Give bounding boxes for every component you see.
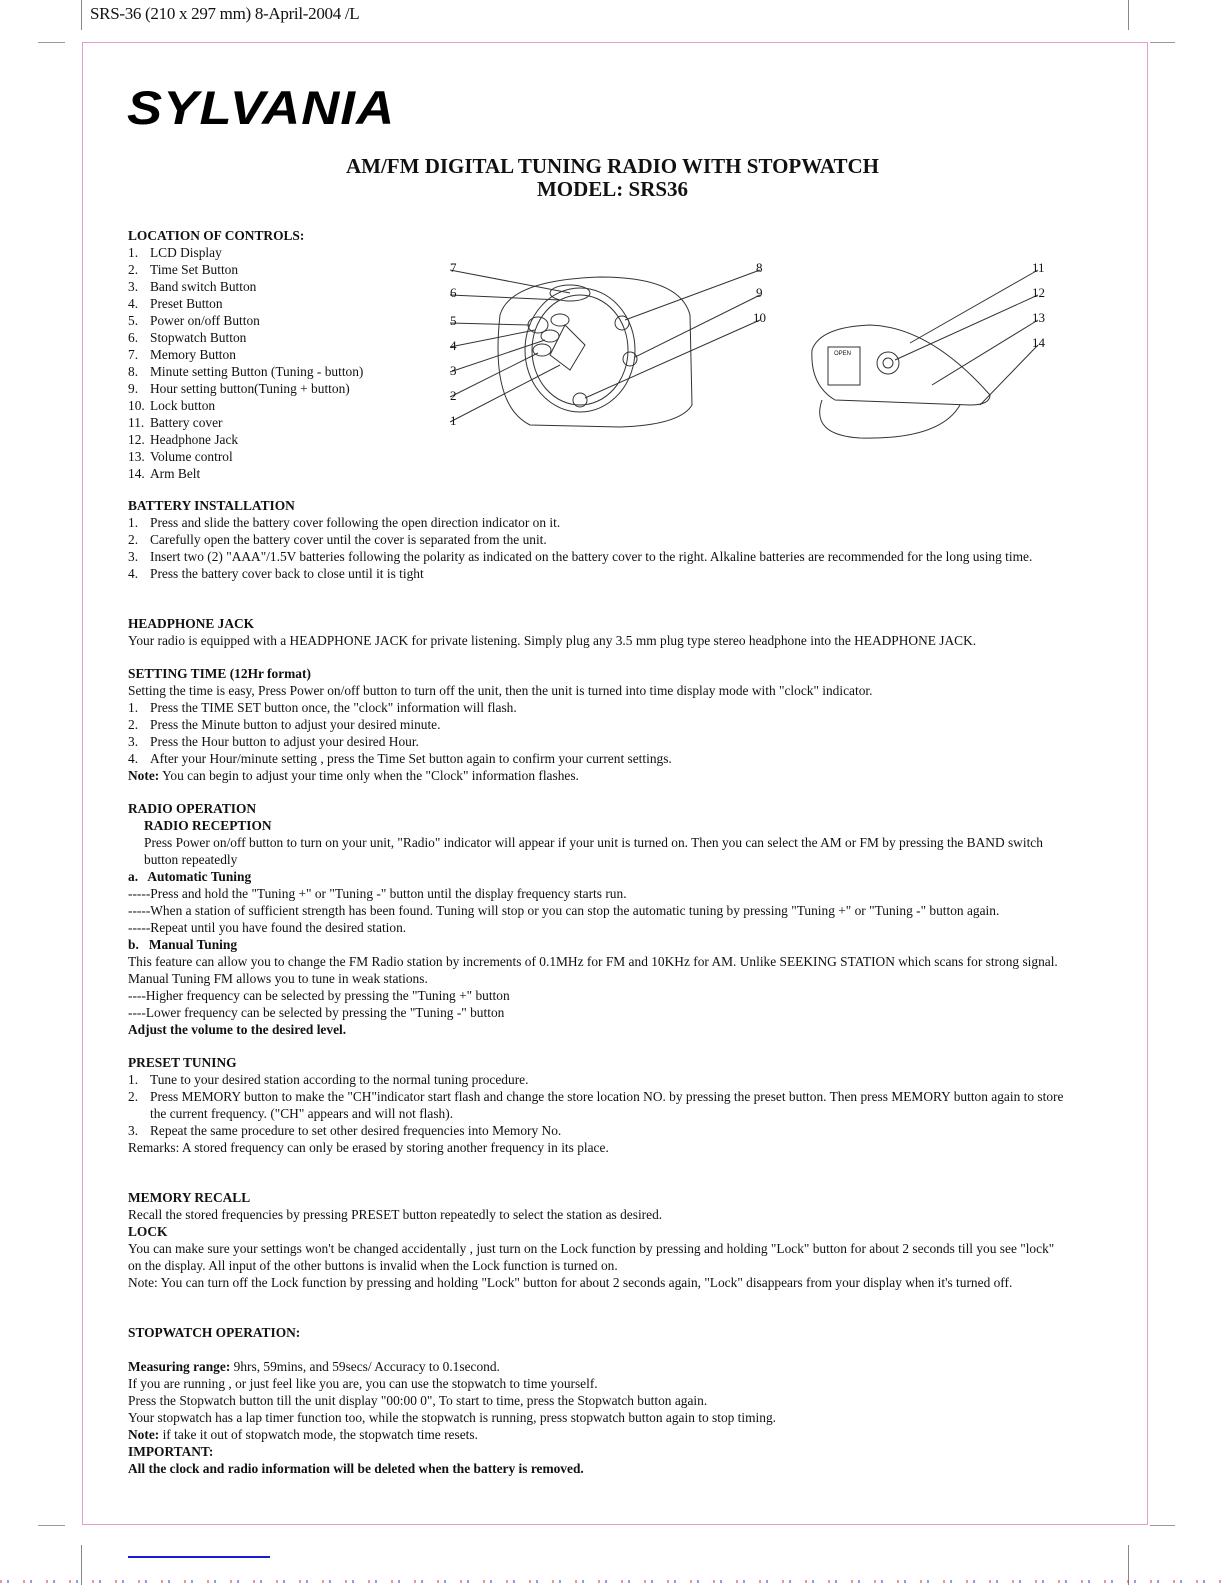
item-text: Repeat the same procedure to set other desired frequencies into Memory No.	[150, 1123, 562, 1138]
crop-mark	[38, 1525, 65, 1526]
battery-section	[128, 497, 1080, 582]
important-text: All the clock and radio information will be deleted when the battery is removed.	[128, 1461, 584, 1476]
important-label: IMPORTANT:	[128, 1444, 214, 1459]
auto-tuning-lines	[128, 885, 1064, 936]
item-text: Hour setting button(Tuning + button)	[150, 381, 350, 396]
note	[128, 1426, 776, 1443]
item-text: Press MEMORY button to make the "CH"indicator start flash and change the store location NO. by pressing the preset button. Then press MEMORY button again to store the current frequency. ("CH" appears and will not flash).	[150, 1089, 1064, 1121]
sylvania-logo: SYLVANIA	[127, 81, 396, 134]
volume-text: Adjust the volume to the desired level.	[128, 1022, 347, 1037]
open-label: OPEN	[834, 351, 852, 357]
section-heading: STOPWATCH OPERATION:	[128, 1325, 301, 1340]
text-line: -----Press and hold the "Tuning +" or "Tuning -" button until the display frequency starts run.	[128, 886, 627, 901]
item-number: 14.	[128, 466, 145, 481]
item-text: Power on/off Button	[150, 313, 260, 328]
callout-label: 13	[1032, 310, 1045, 325]
text-line: Press the Stopwatch button till the unit display "00:00 0", To start to time, press the Stopwatch button again.	[128, 1393, 708, 1408]
manual-tuning-heading: b. Manual Tuning	[128, 937, 238, 952]
radio-diagram	[420, 255, 1060, 450]
item-text: After your Hour/minute setting , press the Time Set button again to confirm your current settings.	[150, 751, 672, 766]
text-line: ----Lower frequency can be selected by pressing the "Tuning -" button	[128, 1005, 505, 1020]
stopwatch-lines	[128, 1375, 776, 1426]
callout-label: 3	[450, 363, 457, 378]
heading-suffix: (12Hr format)	[229, 666, 311, 681]
item-number: 11.	[128, 415, 145, 430]
item-text: Arm Belt	[150, 466, 201, 481]
item-text: Minute setting Button (Tuning - button)	[150, 364, 364, 379]
section-heading: PRESET TUNING	[128, 1055, 237, 1070]
item-text: Press the TIME SET button once, the "clock" information will flash.	[150, 700, 517, 715]
reception-text: Press Power on/off button to turn on your unit, "Radio" indicator will appear if your unit is turned on. Then you can select the AM or FM by pressing the BAND switch button repeatedly	[144, 835, 1043, 867]
item-text: Preset Button	[150, 296, 223, 311]
list-item	[128, 699, 1080, 716]
item-text: Time Set Button	[150, 262, 239, 277]
list-item	[128, 1122, 1080, 1139]
list-item	[128, 465, 1080, 482]
callout-label: 10	[753, 310, 766, 325]
text-line: Your stopwatch has a lap timer function too, while the stopwatch is running, press stopwatch button again to stop timing.	[128, 1410, 776, 1425]
item-number: 3.	[128, 549, 139, 564]
item-text: Carefully open the battery cover until the cover is separated from the unit.	[150, 532, 547, 547]
callout-label: 7	[450, 260, 457, 275]
headphone-text: Your radio is equipped with a HEADPHONE JACK for private listening. Simply plug any 3.5 mm plug type stereo headphone into the HEADPHONE JACK.	[128, 633, 977, 648]
crop-mark	[1150, 42, 1175, 43]
list-item	[128, 531, 1080, 548]
headphone-section	[128, 615, 976, 649]
list-item	[128, 548, 1080, 565]
item-number: 13.	[128, 449, 145, 464]
note-text: You can begin to adjust your time only when the "Clock" information flashes.	[159, 768, 579, 783]
item-number: 9.	[128, 381, 139, 396]
note-text: if take it out of stopwatch mode, the stopwatch time resets.	[159, 1427, 478, 1442]
item-number: 4.	[128, 296, 139, 311]
list-item	[128, 448, 1080, 465]
lock-heading: LOCK	[128, 1224, 168, 1239]
intro-text: Setting the time is easy, Press Power on/off button to turn off the unit, then the unit is turned into time display mode with "clock" indicator.	[128, 683, 873, 698]
preset-steps	[128, 1071, 1080, 1139]
stopwatch-section	[128, 1324, 776, 1477]
callout-label: 9	[756, 285, 763, 300]
list-item	[128, 514, 1080, 531]
item-text: Lock button	[150, 398, 216, 413]
crop-mark	[38, 42, 65, 43]
remarks: Remarks: A stored frequency can only be erased by storing another frequency in its place.	[128, 1140, 609, 1155]
list-item	[128, 1071, 1080, 1088]
item-number: 8.	[128, 364, 139, 379]
callout-label: 11	[1032, 260, 1045, 275]
item-text: Press and slide the battery cover following the open direction indicator on it.	[150, 515, 561, 530]
section-heading: LOCATION OF CONTROLS:	[128, 228, 305, 243]
note-label: Note:	[128, 768, 160, 783]
lock-text: You can make sure your settings won't be changed accidentally , just turn on the Lock function by pressing and holding "Lock" button for about 2 seconds till you see "lock" on the display. All input of the other buttons is invalid when the Lock function is turned on.	[128, 1241, 1055, 1273]
item-number: 10.	[128, 398, 145, 413]
item-text: Headphone Jack	[150, 432, 239, 447]
item-number: 1.	[128, 700, 139, 715]
item-number: 1.	[128, 245, 139, 260]
memory-text: Recall the stored frequencies by pressing PRESET button repeatedly to select the station as desired.	[128, 1207, 663, 1222]
item-number: 4.	[128, 566, 139, 581]
section-heading: BATTERY INSTALLATION	[128, 498, 295, 513]
note-label: Note:	[128, 1427, 160, 1442]
crop-mark	[1128, 0, 1129, 30]
memory-section	[128, 1189, 1063, 1291]
section-heading	[128, 665, 1080, 682]
radio-illustration	[420, 255, 1060, 445]
callout-label: 6	[450, 285, 457, 300]
crop-mark	[81, 1545, 82, 1585]
callout-label: 14	[1032, 335, 1045, 350]
radio-section	[128, 800, 1064, 1038]
list-item	[128, 565, 1080, 582]
link-underline	[128, 1556, 270, 1558]
lock-note: Note: You can turn off the Lock function by pressing and holding "Lock" button for about 2 seconds again, "Lock" disappears from your display when it's turned off.	[128, 1275, 1013, 1290]
measuring-range	[128, 1358, 776, 1375]
model-title: MODEL: SRS36	[536, 177, 689, 201]
text-line: -----When a station of sufficient strength has been found. Tuning will stop or you can stop the automatic tuning by pressing "Tuning +" or "Tuning -" button again.	[128, 903, 1000, 918]
item-text: LCD Display	[150, 245, 222, 260]
item-text: Band switch Button	[150, 279, 257, 294]
item-number: 2.	[128, 717, 139, 732]
text-line: ----Higher frequency can be selected by pressing the "Tuning +" button	[128, 988, 510, 1003]
callout-label: 5	[450, 313, 457, 328]
item-number: 1.	[128, 515, 139, 530]
preset-section	[128, 1054, 1080, 1156]
heading-text: SETTING TIME	[128, 666, 227, 681]
item-number: 2.	[128, 532, 139, 547]
item-number: 6.	[128, 330, 139, 345]
item-text: Press the Minute button to adjust your desired minute.	[150, 717, 441, 732]
battery-steps	[128, 514, 1080, 582]
item-text: Memory Button	[150, 347, 236, 362]
item-number: 5.	[128, 313, 139, 328]
item-number: 7.	[128, 347, 139, 362]
subheading: RADIO RECEPTION	[144, 818, 272, 833]
callout-label: 12	[1032, 285, 1045, 300]
document-reference: SRS-36 (210 x 297 mm) 8-April-2004 /L	[90, 4, 360, 23]
callout-label: 1	[450, 413, 457, 428]
range-label: Measuring range:	[128, 1359, 231, 1374]
note	[128, 767, 1080, 784]
section-heading: HEADPHONE JACK	[128, 616, 255, 631]
list-item	[128, 1088, 1080, 1122]
manual-tuning-lines	[128, 987, 1064, 1021]
item-text: Insert two (2) "AAA"/1.5V batteries following the polarity as indicated on the battery cover to the right. Alkaline batteries are recommended for the long using time.	[150, 549, 1033, 564]
range-text: 9hrs, 59mins, and 59secs/ Accuracy to 0.1second.	[230, 1359, 500, 1374]
scan-artifact	[0, 1580, 1225, 1583]
setting-time-section	[128, 665, 1080, 784]
list-item	[128, 733, 1080, 750]
callout-label: 2	[450, 388, 457, 403]
item-number: 2.	[128, 1089, 139, 1104]
manual-text: This feature can allow you to change the FM Radio station by increments of 0.1MHz for FM and 10KHz for AM. Unlike SEEKING STATION which scans for strong signal. Manual Tuning FM allows you to tune in weak stations.	[128, 954, 1058, 986]
crop-mark	[81, 0, 82, 30]
crop-mark	[1128, 1545, 1129, 1585]
item-number: 3.	[128, 734, 139, 749]
item-number: 12.	[128, 432, 145, 447]
crop-mark	[1150, 1525, 1175, 1526]
document-title: AM/FM DIGITAL TUNING RADIO WITH STOPWATCH	[345, 154, 880, 178]
auto-tuning-heading: a. Automatic Tuning	[128, 869, 252, 884]
item-text: Battery cover	[150, 415, 223, 430]
item-text: Press the Hour button to adjust your desired Hour.	[150, 734, 419, 749]
item-number: 2.	[128, 262, 139, 277]
time-steps	[128, 699, 1080, 767]
item-text: Volume control	[150, 449, 233, 464]
callout-label: 4	[450, 338, 457, 353]
item-number: 3.	[128, 279, 139, 294]
item-number: 3.	[128, 1123, 139, 1138]
item-text: Press the battery cover back to close until it is tight	[150, 566, 424, 581]
item-number: 4.	[128, 751, 139, 766]
list-item	[128, 750, 1080, 767]
item-text: Stopwatch Button	[150, 330, 247, 345]
section-heading: MEMORY RECALL	[128, 1190, 251, 1205]
item-text: Tune to your desired station according to the normal tuning procedure.	[150, 1072, 529, 1087]
text-line: If you are running , or just feel like you are, you can use the stopwatch to time yourself.	[128, 1376, 598, 1391]
section-heading: RADIO OPERATION	[128, 801, 257, 816]
text-line: -----Repeat until you have found the desired station.	[128, 920, 407, 935]
callout-label: 8	[756, 260, 763, 275]
list-item	[128, 716, 1080, 733]
item-number: 1.	[128, 1072, 139, 1087]
